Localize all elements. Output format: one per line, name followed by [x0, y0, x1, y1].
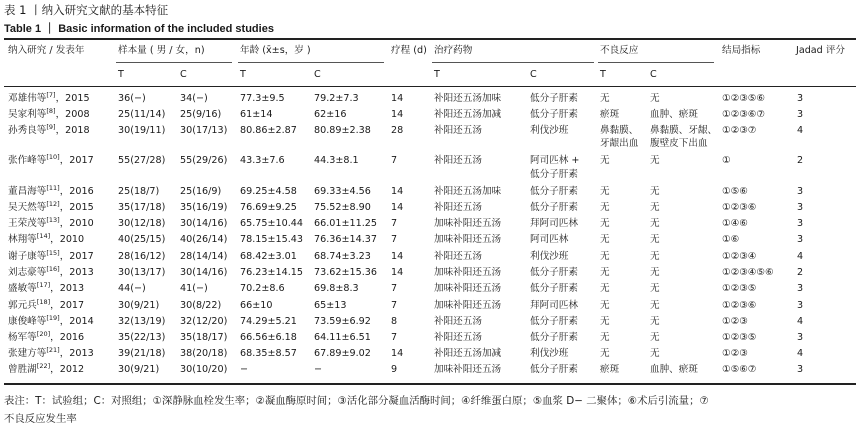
cell-adverse-t: 瘀斑 — [600, 364, 620, 375]
cell-drug-c: 低分子肝素 — [530, 202, 578, 213]
study-year: ，2015 — [55, 93, 90, 104]
cell-adverse-c: 无 — [650, 316, 660, 327]
study-reference: [20] — [36, 329, 51, 338]
cell-drug-c: 阿司匹林 + — [530, 155, 580, 166]
study-year: ，2015 — [59, 202, 94, 213]
cell-age-t: 69.25±4.58 — [240, 186, 297, 197]
cell-outcome: ①⑤⑥ — [722, 186, 748, 197]
study-author: 邓雄伟等 — [8, 93, 47, 104]
cell-outcome: ①④⑥ — [722, 218, 748, 229]
study-author: 孙秀良等 — [8, 125, 47, 136]
study-author: 吴家利等 — [8, 109, 47, 120]
cell-study — [8, 152, 94, 167]
table-note-line1: 表注：T：试验组；C：对照组；①深静脉血栓发生率；②凝血酶原时间；③活化部分凝血活酶时间；④纤维蛋白原；⑤血浆 D− 二聚体；⑥术后引流量；⑦ — [4, 395, 709, 407]
study-reference: [9] — [46, 122, 56, 131]
cell-drug-c: 低分子肝素 — [530, 332, 578, 343]
cell-sample-c: 35(16/19) — [180, 202, 228, 213]
cell-drug-c: 低分子肝素 — [530, 283, 578, 294]
cell-sample-c: 30(14/16) — [180, 218, 228, 229]
cell-age-c: 69.33±4.56 — [314, 186, 371, 197]
cell-sample-c: 28(14/14) — [180, 251, 228, 262]
cell-jadad: 3 — [797, 93, 804, 104]
cell-adverse-c: 无 — [650, 283, 660, 294]
header-age-underline — [238, 62, 384, 63]
table-caption-en: Table 1 ｜ Basic information of the included studies — [4, 23, 274, 35]
study-reference: [17] — [36, 280, 51, 289]
cell-adverse-c-line2: 腹壁皮下出血 — [650, 138, 708, 149]
study-reference: [14] — [36, 231, 51, 240]
cell-drug-t: 加味补阳还五汤 — [434, 234, 502, 245]
cell-study — [8, 215, 94, 230]
study-year: ，2010 — [59, 218, 94, 229]
cell-sample-t: 39(21/18) — [118, 348, 166, 359]
cell-jadad: 3 — [797, 202, 804, 213]
study-reference: [7] — [46, 90, 56, 99]
cell-jadad: 3 — [797, 300, 804, 311]
cell-sample-c: 34(−) — [180, 93, 208, 104]
study-year: ，2013 — [59, 267, 94, 278]
study-reference: [12] — [46, 199, 60, 208]
top-rule — [4, 38, 856, 40]
cell-drug-t: 补阳还五汤 — [434, 155, 482, 166]
cell-adverse-t: 无 — [600, 300, 610, 311]
cell-adverse-c: 无 — [650, 348, 660, 359]
cell-age-t: − — [240, 364, 249, 375]
study-author: 吴天然等 — [8, 202, 47, 213]
cell-jadad: 4 — [797, 316, 804, 327]
cell-age-t: 76.23±14.15 — [240, 267, 303, 278]
cell-course: 14 — [391, 93, 404, 104]
study-reference: [11] — [46, 183, 60, 192]
cell-sample-c: 25(16/9) — [180, 186, 222, 197]
header-drug: 治疗药物 — [434, 45, 473, 56]
cell-age-c: 73.59±6.92 — [314, 316, 371, 327]
table-caption-cn: 表 1 丨纳入研究文献的基本特征 — [4, 3, 169, 17]
cell-course: 14 — [391, 267, 404, 278]
header-course: 疗程 (d) — [391, 45, 427, 56]
cell-jadad: 2 — [797, 155, 804, 166]
header-age: 年龄 (x̄±s，岁 ) — [240, 45, 311, 56]
cell-course: 7 — [391, 234, 398, 245]
study-reference: [13] — [46, 215, 60, 224]
cell-sample-t: 30(19/11) — [118, 125, 166, 136]
cell-course: 8 — [391, 316, 398, 327]
cell-jadad: 3 — [797, 234, 804, 245]
cell-age-t: 76.69±9.25 — [240, 202, 297, 213]
cell-outcome: ①②③⑤⑥ — [722, 93, 766, 104]
cell-adverse-t: 无 — [600, 348, 610, 359]
cell-adverse-t-line2: 牙龈出血 — [600, 138, 639, 149]
study-author: 张建方等 — [8, 348, 47, 359]
cell-adverse-c: 无 — [650, 218, 660, 229]
cell-study — [8, 183, 94, 198]
cell-adverse-c: 无 — [650, 202, 660, 213]
cell-sample-t: 30(9/21) — [118, 364, 160, 375]
table-note-line2: 不良反应发生率 — [4, 413, 77, 425]
cell-sample-t: 30(13/17) — [118, 267, 166, 278]
cell-sample-c: 32(12/20) — [180, 316, 228, 327]
study-author: 杨军等 — [8, 332, 37, 343]
cell-jadad: 2 — [797, 267, 804, 278]
cell-drug-t: 加味补阳还五汤 — [434, 283, 502, 294]
cell-outcome: ①②③④⑤⑥ — [722, 267, 774, 278]
cell-sample-t: 55(27/28) — [118, 155, 166, 166]
cell-sample-c: 38(20/18) — [180, 348, 228, 359]
cell-age-t: 74.29±5.21 — [240, 316, 297, 327]
cell-drug-c: 利伐沙班 — [530, 251, 569, 262]
study-author: 刘志豪等 — [8, 267, 47, 278]
study-year: ，2016 — [59, 186, 94, 197]
cell-adverse-t: 无 — [600, 202, 610, 213]
subheader-adverse-c: C — [650, 69, 657, 80]
cell-adverse-c: 无 — [650, 332, 660, 343]
cell-age-t: 66.56±6.18 — [240, 332, 297, 343]
cell-jadad: 3 — [797, 364, 804, 375]
cell-age-t: 61±14 — [240, 109, 273, 120]
study-author: 谢子康等 — [8, 251, 47, 262]
cell-drug-t: 补阳还五汤 — [434, 316, 482, 327]
cell-drug-t: 加味补阳还五汤 — [434, 300, 502, 311]
cell-age-c: 68.74±3.23 — [314, 251, 371, 262]
cell-sample-t: 28(16/12) — [118, 251, 166, 262]
cell-age-c: 44.3±8.1 — [314, 155, 359, 166]
cell-sample-t: 30(12/18) — [118, 218, 166, 229]
cell-adverse-t: 瘀斑 — [600, 109, 620, 120]
cell-sample-t: 35(22/13) — [118, 332, 166, 343]
cell-age-t: 68.42±3.01 — [240, 251, 297, 262]
cell-drug-t: 补阳还五汤加减 — [434, 348, 502, 359]
cell-jadad: 3 — [797, 109, 804, 120]
subheader-drug-c: C — [530, 69, 537, 80]
cell-course: 28 — [391, 125, 404, 136]
cell-age-t: 65.75±10.44 — [240, 218, 303, 229]
cell-adverse-t: 无 — [600, 251, 610, 262]
study-reference: [8] — [46, 106, 56, 115]
cell-study — [8, 90, 90, 105]
cell-course: 14 — [391, 202, 404, 213]
cell-adverse-t: 无 — [600, 267, 610, 278]
cell-age-t: 70.2±8.6 — [240, 283, 285, 294]
cell-adverse-c: 无 — [650, 155, 660, 166]
cell-drug-c: 低分子肝素 — [530, 267, 578, 278]
cell-jadad: 3 — [797, 283, 804, 294]
cell-drug-t: 补阳还五汤 — [434, 202, 482, 213]
cell-course: 14 — [391, 109, 404, 120]
cell-study — [8, 199, 94, 214]
study-reference: [21] — [46, 345, 60, 354]
subheader-adverse-t: T — [600, 69, 606, 80]
cell-study — [8, 106, 90, 121]
study-author: 盛敏等 — [8, 283, 37, 294]
study-year: ，2013 — [59, 348, 94, 359]
cell-outcome: ①②③ — [722, 316, 748, 327]
cell-age-t: 77.3±9.5 — [240, 93, 285, 104]
header-study: 纳入研究 / 发表年 — [8, 45, 85, 56]
cell-adverse-c: 无 — [650, 93, 660, 104]
cell-adverse-t: 无 — [600, 218, 610, 229]
cell-adverse-c: 无 — [650, 267, 660, 278]
study-author: 张作峰等 — [8, 155, 47, 166]
cell-drug-t: 补阳还五汤 — [434, 251, 482, 262]
study-author: 王荣茂等 — [8, 218, 47, 229]
study-reference: [22] — [36, 361, 51, 370]
cell-sample-t: 44(−) — [118, 283, 146, 294]
cell-course: 7 — [391, 283, 398, 294]
cell-adverse-c: 无 — [650, 186, 660, 197]
study-author: 康俊峰等 — [8, 316, 47, 327]
cell-course: 14 — [391, 348, 404, 359]
study-author: 董昌海等 — [8, 186, 47, 197]
cell-jadad: 4 — [797, 251, 804, 262]
study-year: ，2017 — [59, 155, 94, 166]
cell-sample-c: 41(−) — [180, 283, 208, 294]
header-adverse: 不良反应 — [600, 45, 639, 56]
cell-sample-c: 30(8/22) — [180, 300, 222, 311]
cell-drug-t: 补阳还五汤加味 — [434, 186, 502, 197]
cell-drug-t: 加味补阳还五汤 — [434, 364, 502, 375]
cell-jadad: 4 — [797, 348, 804, 359]
cell-course: 7 — [391, 332, 398, 343]
cell-course: 7 — [391, 218, 398, 229]
study-year: ，2014 — [59, 316, 94, 327]
study-reference: [18] — [36, 297, 51, 306]
cell-adverse-t: 无 — [600, 234, 610, 245]
cell-adverse-c: 无 — [650, 251, 660, 262]
cell-drug-c-line2: 低分子肝素 — [530, 169, 578, 180]
cell-drug-t: 补阳还五汤加减 — [434, 109, 502, 120]
cell-drug-c: 低分子肝素 — [530, 109, 578, 120]
cell-drug-t: 补阳还五汤 — [434, 332, 482, 343]
cell-sample-t: 36(−) — [118, 93, 146, 104]
cell-sample-c: 35(18/17) — [180, 332, 228, 343]
cell-outcome: ①②③④ — [722, 251, 757, 262]
cell-study — [8, 122, 90, 137]
study-year: ，2016 — [50, 332, 85, 343]
header-jadad: Jadad 评分 — [796, 45, 846, 56]
cell-adverse-c: 无 — [650, 300, 660, 311]
study-author: 郭元兵 — [8, 300, 37, 311]
cell-adverse-c: 血肿、瘀斑 — [650, 364, 698, 375]
cell-age-c: 66.01±11.25 — [314, 218, 377, 229]
cell-adverse-c: 血肿、瘀斑 — [650, 109, 698, 120]
cell-sample-c: 25(9/16) — [180, 109, 222, 120]
subheader-drug-t: T — [434, 69, 440, 80]
cell-study — [8, 313, 94, 328]
cell-age-c: 69.8±8.3 — [314, 283, 359, 294]
study-year: ，2017 — [59, 251, 94, 262]
cell-study — [8, 361, 85, 376]
cell-sample-c: 30(10/20) — [180, 364, 228, 375]
cell-drug-t: 加味补阳还五汤 — [434, 218, 502, 229]
cell-outcome: ①⑥ — [722, 234, 740, 245]
cell-course: 9 — [391, 364, 398, 375]
cell-course: 7 — [391, 300, 398, 311]
cell-jadad: 3 — [797, 186, 804, 197]
cell-drug-c: 低分子肝素 — [530, 316, 578, 327]
cell-age-c: 73.62±15.36 — [314, 267, 377, 278]
header-adverse-underline — [598, 62, 714, 63]
cell-study — [8, 345, 94, 360]
cell-adverse-c: 无 — [650, 234, 660, 245]
subheader-age-c: C — [314, 69, 321, 80]
cell-outcome: ①②③⑥ — [722, 202, 757, 213]
header-rule — [4, 86, 856, 87]
cell-course: 14 — [391, 186, 404, 197]
cell-drug-c: 利伐沙班 — [530, 125, 569, 136]
cell-study — [8, 297, 85, 312]
cell-sample-c: 30(17/13) — [180, 125, 228, 136]
cell-jadad: 3 — [797, 332, 804, 343]
cell-drug-c: 低分子肝素 — [530, 186, 578, 197]
cell-adverse-t: 无 — [600, 316, 610, 327]
header-drug-underline — [432, 62, 594, 63]
cell-drug-c: 拜阿司匹林 — [530, 300, 578, 311]
study-reference: [16] — [46, 264, 60, 273]
cell-drug-c: 拜阿司匹林 — [530, 218, 578, 229]
cell-adverse-t: 无 — [600, 93, 610, 104]
cell-jadad: 3 — [797, 218, 804, 229]
cell-outcome: ①②③⑤ — [722, 283, 757, 294]
cell-adverse-t: 无 — [600, 283, 610, 294]
cell-study — [8, 248, 94, 263]
study-reference: [15] — [46, 248, 60, 257]
cell-outcome: ① — [722, 155, 731, 166]
cell-outcome: ①②③ — [722, 348, 748, 359]
cell-drug-c: 低分子肝素 — [530, 93, 578, 104]
cell-study — [8, 280, 85, 295]
cell-course: 7 — [391, 155, 398, 166]
cell-sample-t: 30(9/21) — [118, 300, 160, 311]
cell-outcome: ①②③⑦ — [722, 125, 757, 136]
cell-sample-t: 25(18/7) — [118, 186, 160, 197]
cell-age-c: 67.89±9.02 — [314, 348, 371, 359]
cell-outcome: ①②③⑥⑦ — [722, 109, 766, 120]
study-year: ，2008 — [55, 109, 90, 120]
study-author: 林翔等 — [8, 234, 37, 245]
cell-age-c: 80.89±2.38 — [314, 125, 371, 136]
cell-course: 14 — [391, 251, 404, 262]
cell-adverse-t: 鼻黏膜、 — [600, 125, 639, 136]
header-sample-size: 样本量 ( 男 / 女，n) — [118, 45, 205, 56]
cell-outcome: ①⑤⑥⑦ — [722, 364, 757, 375]
cell-adverse-t: 无 — [600, 186, 610, 197]
cell-study — [8, 264, 94, 279]
cell-age-c: 76.36±14.37 — [314, 234, 377, 245]
cell-drug-c: 利伐沙班 — [530, 348, 569, 359]
cell-sample-t: 32(13/19) — [118, 316, 166, 327]
cell-age-c: − — [314, 364, 323, 375]
cell-age-c: 62±16 — [314, 109, 347, 120]
cell-sample-t: 35(17/18) — [118, 202, 166, 213]
bottom-rule — [4, 383, 856, 385]
subheader-age-t: T — [240, 69, 246, 80]
header-sample-underline — [116, 62, 232, 63]
cell-drug-t: 加味补阳还五汤 — [434, 267, 502, 278]
cell-adverse-c: 鼻黏膜、牙龈、 — [650, 125, 718, 136]
cell-study — [8, 231, 85, 246]
cell-sample-t: 40(25/15) — [118, 234, 166, 245]
cell-age-t: 68.35±8.57 — [240, 348, 297, 359]
cell-drug-c: 低分子肝素 — [530, 364, 578, 375]
cell-sample-t: 25(11/14) — [118, 109, 166, 120]
cell-age-c: 65±13 — [314, 300, 347, 311]
cell-age-t: 43.3±7.6 — [240, 155, 285, 166]
study-year: ，2018 — [55, 125, 90, 136]
cell-age-t: 80.86±2.87 — [240, 125, 297, 136]
subheader-sample-t: T — [118, 69, 124, 80]
cell-age-c: 79.2±7.3 — [314, 93, 359, 104]
study-year: ，2017 — [50, 300, 85, 311]
cell-drug-t: 补阳还五汤加味 — [434, 93, 502, 104]
cell-age-t: 66±10 — [240, 300, 273, 311]
study-reference: [19] — [46, 313, 60, 322]
study-author: 曾胜湖 — [8, 364, 37, 375]
header-outcome: 结局指标 — [722, 45, 761, 56]
cell-adverse-t: 无 — [600, 332, 610, 343]
cell-drug-t: 补阳还五汤 — [434, 125, 482, 136]
cell-sample-c: 30(14/16) — [180, 267, 228, 278]
cell-study — [8, 329, 85, 344]
study-year: ，2012 — [50, 364, 85, 375]
cell-outcome: ①②③⑥ — [722, 300, 757, 311]
cell-sample-c: 55(29/26) — [180, 155, 228, 166]
study-reference: [10] — [46, 152, 60, 161]
cell-age-c: 64.11±6.51 — [314, 332, 371, 343]
cell-outcome: ①②③⑤ — [722, 332, 757, 343]
study-year: ，2013 — [50, 283, 85, 294]
subheader-sample-c: C — [180, 69, 187, 80]
cell-adverse-t: 无 — [600, 155, 610, 166]
cell-sample-c: 40(26/14) — [180, 234, 228, 245]
cell-jadad: 4 — [797, 125, 804, 136]
study-year: ，2010 — [50, 234, 85, 245]
cell-drug-c: 阿司匹林 — [530, 234, 569, 245]
cell-age-c: 75.52±8.90 — [314, 202, 371, 213]
cell-age-t: 78.15±15.43 — [240, 234, 303, 245]
